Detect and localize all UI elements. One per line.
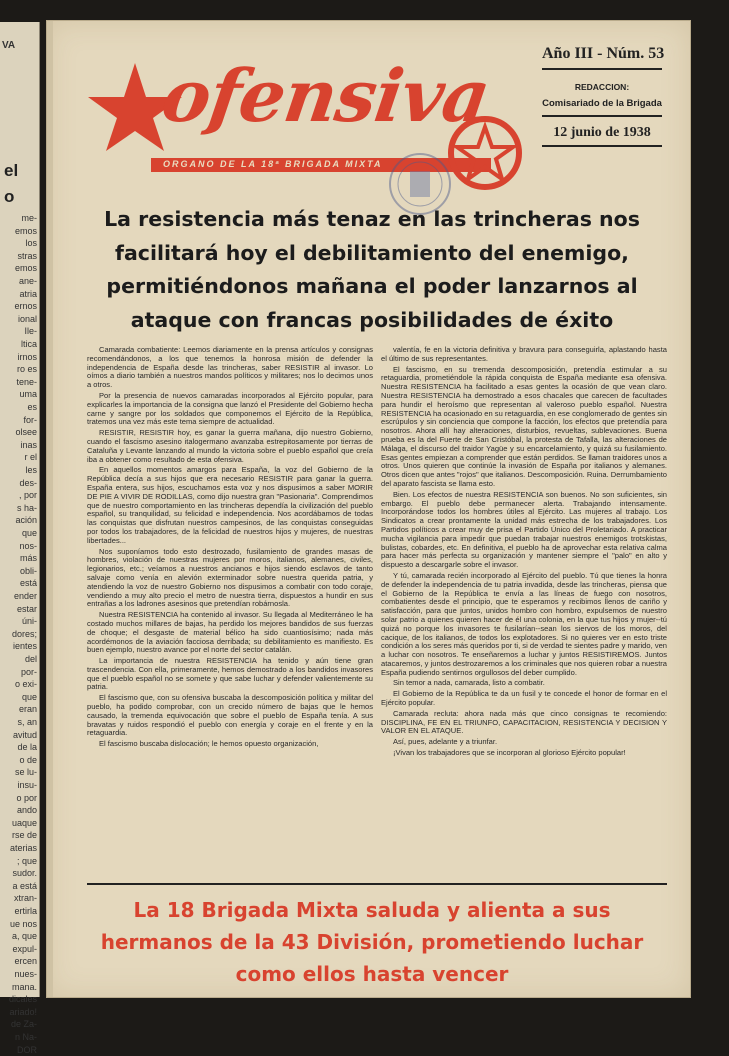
left-page-text-fragment: sudor. bbox=[12, 868, 37, 879]
left-page-text-fragment: irnos bbox=[17, 351, 37, 362]
left-page-text-fragment: me- bbox=[21, 213, 37, 223]
article-paragraph: Nos suponíamos todo esto destrozado, fusilamiento de grandes masas de hombres, violación de nuestras mujeres por moros, italianos, alemanes, civiles, legionarios, etc.; veíamos a nuestros ancianos e hijos siendo esclavos de tanto salvaje como venía en alevión exterminador sobre nuestra querida patria, y atendiendo la voz de nuestro Gobierno nos dispusimos a combatir con todo coraje, vendiendo a muy alto precio el metro de nuestra tierra, dispuestos a hundir en sus entrañas a los ladrones asesinos que pretendían robárnosla. bbox=[87, 546, 373, 609]
footer-banner: La 18 Brigada Mixta saluda y alienta a sus hermanos de la 43 División, prometiendo luchar como ellos hasta vencer bbox=[100, 898, 644, 986]
left-page-text-fragment: for- bbox=[23, 414, 37, 425]
left-page-text-fragment: atria bbox=[19, 288, 37, 299]
article-paragraph: valentía, fe en la victoria definitiva y bravura para conseguirla, aplastando hasta el último de sus representantes. bbox=[381, 345, 667, 363]
left-page-text-fragment: más bbox=[19, 553, 37, 564]
left-page-text-fragment: stras bbox=[17, 250, 37, 261]
article-paragraph: En aquellos momentos amargos para España, la voz del Gobierno de la República decía a sus hijos que era necesario RESISTIR para ganar la guerra. España entera, sus hijos, escuchamos esta voz y nos dispusimos a saber MORIR DE PIE A VIVIR DE RODILLAS, como dijo nuestra gran "Pasionaria". Comprendimos que de nuestro comportamiento en las trincheras dependía la civilización del pueblo español, su tranquilidad, su felicidad e independencia. Nos acordábamos de todas las conquistas que disfrutan nuestros campesinos, de las conquistas conseguidas por todos los trabajadores, de la felicidad de nuestros hijos y mujeres, de nuestras libertades... bbox=[87, 465, 373, 545]
left-page-text-fragment: del bbox=[24, 654, 37, 664]
brigade-emblem-icon bbox=[447, 115, 523, 191]
left-page-text-fragment: les bbox=[25, 465, 37, 475]
left-page-text-fragment: olsee bbox=[15, 427, 37, 438]
left-page-text-fragment: dicales bbox=[8, 994, 37, 1005]
left-page-text-fragment: ender bbox=[13, 591, 37, 601]
left-page-text-fragment: tene- bbox=[16, 376, 37, 387]
left-page-text-fragment: de la bbox=[17, 742, 37, 753]
left-page-text-fragment: avitud bbox=[12, 729, 37, 740]
left-page-text-fragment: emos bbox=[14, 263, 37, 274]
issue-date: 12 junio de 1938 bbox=[542, 125, 662, 147]
left-page-text-fragment: insu- bbox=[17, 780, 37, 790]
left-page-text-fragment: mana. bbox=[11, 981, 37, 992]
left-page-text-fragment: ue nos bbox=[9, 918, 37, 929]
left-page-text-fragment: ariado! bbox=[9, 1006, 37, 1017]
article-paragraph: ¡Vivan los trabajadores que se incorporan al glorioso Ejército popular! bbox=[393, 748, 626, 758]
left-page-text-fragment: nues- bbox=[14, 969, 37, 979]
left-page-text-fragment: que bbox=[21, 691, 37, 702]
left-page-text-fragment: ertirla bbox=[14, 906, 37, 916]
issue-number: Año III - Núm. 53 bbox=[542, 45, 662, 70]
left-page-text-fragment: o exi- bbox=[14, 679, 37, 690]
newspaper-subtitle: ORGANO DE LA 18ª BRIGADA MIXTA bbox=[163, 159, 383, 169]
left-page-text-fragment: los bbox=[25, 238, 37, 249]
article-paragraph: Nuestra RESISTENCIA ha contenido al invasor. Su llegada al Mediterráneo le ha costado muchos millares de bajas, ha perdido los mejores bandidos de sus fuerzas de choque; el desgaste de material bélico ha sido cuantiosísimo; nada más acordémonos de la aviación facciosa derribada; su debilitamiento es manifiesto. Es buen ejemplo, nuestro avance por el norte del sector catalán. bbox=[87, 610, 373, 655]
left-page-text-fragment: ando bbox=[16, 805, 37, 816]
left-page-text-fragment: Ile- bbox=[24, 326, 37, 337]
left-page-text-fragment: dores; bbox=[11, 628, 37, 639]
left-page-text-fragment: des- bbox=[19, 477, 37, 488]
masthead bbox=[85, 43, 545, 193]
left-page-text-fragment: es bbox=[27, 402, 37, 412]
left-page-text-fragment: a, que bbox=[11, 931, 37, 942]
left-page-text-fragment: ional bbox=[17, 313, 37, 324]
left-page-text-fragment: r el bbox=[24, 452, 37, 463]
article-paragraph: Sin temor a nada, camarada, listo a combatir. bbox=[393, 678, 545, 688]
left-page-text-fragment: s, an bbox=[17, 717, 37, 727]
left-page-text-fragment: o bbox=[4, 187, 15, 206]
article-paragraph: Bien. Los efectos de nuestra RESISTENCIA son buenos. No son suficientes, sin embargo. El pueblo debe permanecer alerta. Trabajando intensamente. Incorporándose todos los hombres útiles al Ejército. Las mujeres al trabajo. Los Sindicatos a crear prontamente la unidad más estrecha de los trabajadores. Los Partidos políticos a crear muy de prisa el Partido Único del Proletariado. A practicar mucha vigilancia para impedir que puedan trabajar nuestros enemigos trotskistas, bulistas, cobardes, etc. En definitiva, el pueblo ha de aprovechar esta relativa calma para hacer más perfecta su organización y mantener siempre el "palo" en alto y dispuesto a descargarle sobre el invasor. bbox=[381, 489, 667, 570]
left-page-text-fragment: obli- bbox=[19, 565, 37, 576]
article-paragraph: La importancia de nuestra RESISTENCIA ha tenido y aún tiene gran trascendencia. Con ella, primeramente, hemos demostrado a los bandidos invasores que el pueblo español no se somete y que sabe luchar y defender valientemente su patria. bbox=[87, 656, 373, 692]
left-page-text-fragment: s ha- bbox=[16, 502, 37, 513]
article-paragraph: Camarada recluta: ahora nada más que cinco consignas te recomiendo: DISCIPLINA, FE EN EL TRIUNFO, CAPACITACION, RESISTENCIA Y DECISION Y VALOR EN EL ATAQUE. bbox=[381, 708, 667, 736]
footer-divider-top bbox=[87, 883, 667, 885]
left-page-text-fragment: inas bbox=[20, 439, 37, 450]
left-page-text-fragment: a está bbox=[12, 880, 37, 891]
adjacent-page-fragment bbox=[0, 22, 40, 1055]
left-page-text-fragment: xtran- bbox=[13, 893, 37, 904]
redaccion-value: Comisariado de la Brigada bbox=[542, 98, 662, 117]
article-paragraph: Y tú, camarada recién incorporado al Ejército del pueblo. Tú que tienes la honra de defender la independencia de tu patria invadida, desde las trincheras, piensa que el Gobierno de la República te envía a las líneas de fuego con nosotros, combatientes desde el principio, que te esperamos y recibimos llenos de cariño y satisfacción, para que juntos, unidos hombro con hombro, expulsemos de nuestro solar patrio a quienes quieren hacer de él una colonia, en la que tus hijos y mujer--tú quizá no porque los invasores te fusilarían--sean los siervos de los moros, del cacique, de los italianos, de todos los explotadores. Si no quieres ver en esto triste condición a los seres más queridos por ti, si de verdad te sientes padre y marido, ven a luchar con nosotros. Te enseñaremos a luchar y juntos RESISTIREMOS. Juntos atacaremos, y juntos destrozaremos a los criminales que nos quieren robar a nuestra España pudiendo sentirnos orgullosos del deber cumplido. bbox=[381, 570, 667, 677]
issue-info-box bbox=[542, 45, 665, 147]
left-page-text-fragment: nos- bbox=[19, 540, 37, 551]
left-page-text-fragment: , por bbox=[18, 490, 37, 501]
newspaper-page bbox=[46, 20, 691, 998]
left-page-text-fragment: uma bbox=[19, 389, 37, 400]
left-page-text-fragment: ro es bbox=[16, 364, 37, 375]
left-page-text-fragment: ltica bbox=[20, 339, 37, 349]
left-page-text-fragment: ; que bbox=[16, 855, 37, 866]
article-paragraph: Por la presencia de nuevos camaradas incorporados al Ejército popular, para explicarles la importancia de la consigna que lanzó el Presidente del Gobierno hecha carne y sangre por los soldados que componemos el Ejército de la República, tratemos una vez más este tema siempre de actualidad. bbox=[87, 390, 373, 427]
left-page-text-fragment: o de bbox=[19, 754, 37, 765]
article-paragraph: Así, pues, adelante y a triunfar. bbox=[393, 737, 498, 747]
article-paragraph: El fascismo buscaba dislocación; le hemos opuesto organización, bbox=[99, 739, 319, 749]
left-page-text-fragment: ientes bbox=[12, 641, 37, 652]
left-page-text-fragment: ercen bbox=[14, 956, 37, 967]
left-page-text-fragment: por- bbox=[20, 666, 37, 677]
left-page-text-fragment: n Na- bbox=[14, 1032, 37, 1042]
article-paragraph: Camarada combatiente: Leemos diariamente en la prensa artículos y consignas recomendándonos, a los que tenemos la honrosa misión de defender la independencia de España desde las trincheras, saber RESISTIR al invasor. Lo oímos a diario también a nuestros mandos políticos y militares; nos lo decimos unos a otros. bbox=[87, 345, 373, 390]
article-paragraph: El Gobierno de la República te da un fusil y te concede el honor de formar en el Ejército popular. bbox=[381, 689, 667, 708]
left-page-text-fragment: uaque bbox=[11, 817, 37, 828]
article-paragraph: El fascismo que, con su ofensiva buscaba la descomposición política y militar del pueblo, ha podido comprobar, con un crecido número de bajas que le hemos causado, la tremenda equivocación que sobre el pueblo de España tenía. A sus bravatas y ruidos respondió el pueblo con energía y coraje en el frente y en la retaguardia. bbox=[87, 693, 373, 738]
left-page-text-fragment: de Za- bbox=[10, 1019, 37, 1030]
article-column-right bbox=[381, 346, 667, 760]
left-page-text-fragment: está bbox=[19, 578, 37, 589]
left-page-text-fragment: o por bbox=[16, 792, 37, 803]
left-page-text-fragment: estar bbox=[16, 603, 37, 614]
left-page-text-fragment: que bbox=[21, 528, 37, 538]
page-spine-shadow bbox=[47, 21, 53, 997]
newspaper-title: ofensiva bbox=[157, 53, 495, 138]
article-paragraph: RESISTIR, RESISTIR hoy, es ganar la guerra mañana, dijo nuestro Gobierno, cuando el fascismo asesino italogermano avanzaba estrepitosamente por tierras de Cataluña y Levante lanzando al mundo la victoria sobre el pueblo español que creía iba a obtener como resultado de esta ofensiva. bbox=[87, 428, 373, 464]
left-page-text-fragment: eran bbox=[18, 704, 37, 715]
article-paragraph: El fascismo, en su tremenda descomposición, pretendía estimular a su retaguardia, prometiéndole la rápida conquista de España mediante esa ofensiva. Nuestra RESISTENCIA ha facilitado a esas gentes la ocasión de que vean claro. Nuestra RESISTENCIA ha demostrado a esos chacales que carecen de facultades para hundir el heroísmo que representan al valeroso pueblo español. Nuestra RESISTENCIA ha ocasionado en su retaguardia, en ese conglomerado de gentes sin escrúpulos y sin conciencia que compone la facción, los efectos que pretendía para nosotros. Ahora allí hay alteraciones, disturbios, revueltas, sublevaciones. Buena prueba es la del Fuerte de San Cristóbal, la protesta de Tafalla, las alteraciones de Málaga, el discurso del traidor Yagüe y su encarcelamiento, y quizá su fusilamiento. Esas gentes empiezan a comprender que están perdidos. Se llaman traidores unos a otros. Unos quieren que continúe la invasión de España por italianos y alemanes. Otros dicen que antes "rojos" que italianos. Descomposición. Ruina. Derrumbamiento del aparato fascista se llama esto. bbox=[381, 364, 667, 488]
redaccion-label: REDACCION: bbox=[574, 82, 630, 92]
left-page-text-fragment: VA bbox=[2, 40, 16, 51]
left-page-text-fragment: se lu- bbox=[14, 767, 37, 778]
left-page-text-fragment: expul- bbox=[12, 943, 37, 954]
left-page-text-fragment: ación bbox=[15, 515, 37, 526]
left-page-text-fragment: ernos bbox=[14, 301, 37, 312]
left-page-text-fragment: DOR bbox=[17, 1044, 37, 1055]
left-page-text-fragment: el bbox=[4, 161, 19, 180]
left-page-text-fragment: aterias bbox=[9, 843, 37, 853]
left-page-text-fragment: emos bbox=[14, 225, 37, 236]
main-headline: La resistencia más tenaz en las trincheras nos facilitará hoy el debilitamiento del enemigo, permitiéndonos mañana el poder lanzarnos al ataque con francas posibilidades de éxito bbox=[104, 207, 640, 332]
left-page-text-fragment: rse de bbox=[11, 830, 37, 841]
left-page-text-fragment: úni- bbox=[21, 616, 37, 627]
left-page-text-fragment: ane- bbox=[18, 276, 37, 286]
article-column-left bbox=[87, 346, 373, 751]
